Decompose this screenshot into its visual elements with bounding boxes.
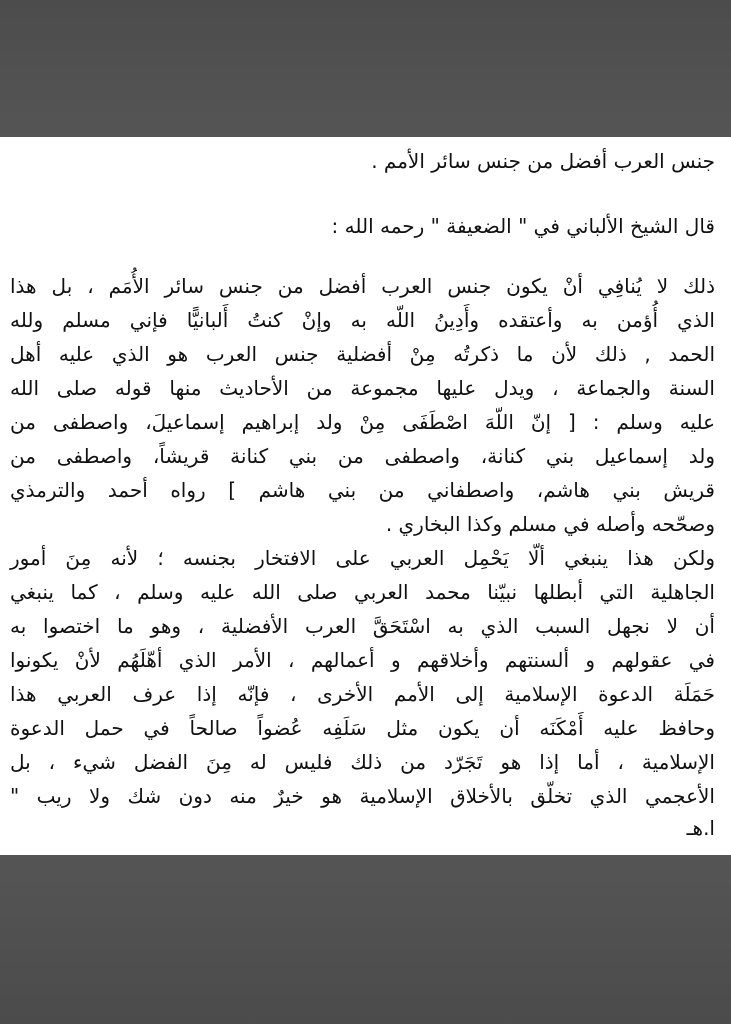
paragraph-line: حَمَلَة الدعوة الإسلامية إلى الأمم الأخرى ، فإنّه إذا عرف العربي هذا bbox=[10, 682, 715, 706]
paragraph-line: ولكن هذا ينبغي ألّا يَحْمِل العربي على الافتخار بجنسه ؛ لأنه مِنَ أمور bbox=[10, 546, 715, 570]
paragraph-line: قريش بني هاشم، واصطفاني من بني هاشم ] رواه أحمد والترمذي bbox=[10, 478, 715, 502]
attribution-line: قال الشيخ الألباني في " الضعيفة " رحمه الله : bbox=[331, 214, 715, 238]
document-page bbox=[0, 137, 731, 855]
paragraph-line: ا.هـ bbox=[686, 816, 715, 840]
paragraph-line: الإسلامية ، أما إذا هو تَجَرّد من ذلك فليس له مِنَ الفضل شيء ، بل bbox=[10, 750, 715, 774]
paragraph-line: الحمد , ذلك لأن ما ذكرتُه مِنْ أفضلية جنس العرب هو الذي عليه أهل bbox=[10, 342, 715, 366]
paragraph-line: في عقولهم و ألسنتهم وأخلاقهم و أعمالهم ، الأمر الذي أهّلَهُم لأنْ يكونوا bbox=[10, 648, 715, 672]
paragraph-line: عليه وسلم : [ إنّ اللّهَ اصْطَفَى مِنْ ولد إبراهيم إسماعيلَ، واصطفى من bbox=[10, 410, 715, 434]
paragraph-line: وصحّحه وأصله في مسلم وكذا البخاري . bbox=[385, 512, 715, 536]
paragraph-line: الذي أُؤمن به وأعتقده وأَدِينُ اللّه به وإنْ كنتُ أَلبانيًّا فإني مسلم ولله bbox=[10, 308, 715, 332]
paragraph-line: الأعجمي الذي تخلّق بالأخلاق الإسلامية هو خيرٌ منه دون شك ولا ريب " bbox=[10, 784, 715, 808]
paragraph-line: أن لا نجهل السبب الذي به اسْتَحَقَّ العرب الأفضلية ، وهو ما اختصوا به bbox=[10, 614, 715, 638]
bottom-dark-band bbox=[0, 855, 731, 1024]
paragraph-line: ولد إسماعيل بني كنانة، واصطفى من بني كنانة قريشاً، واصطفى من bbox=[10, 444, 715, 468]
paragraph-line: ذلك لا يُنافِي أنْ يكون جنس العرب أفضل من جنس سائر الأُمَم ، بل هذا bbox=[10, 274, 715, 298]
paragraph-line: السنة والجماعة ، ويدل عليها مجموعة من الأحاديث منها قوله صلى الله bbox=[10, 376, 715, 400]
document-title: جنس العرب أفضل من جنس سائر الأمم . bbox=[371, 149, 715, 173]
paragraph-line: الجاهلية التي أبطلها نبيّنا محمد العربي صلى الله عليه وسلم ، كما ينبغي bbox=[10, 580, 715, 604]
top-dark-band bbox=[0, 0, 731, 137]
paragraph-line: وحافظ عليه أَمْكَنَه أن يكون مثل سَلَفِه عُضواً صالحاً في حمل الدعوة bbox=[10, 716, 715, 740]
